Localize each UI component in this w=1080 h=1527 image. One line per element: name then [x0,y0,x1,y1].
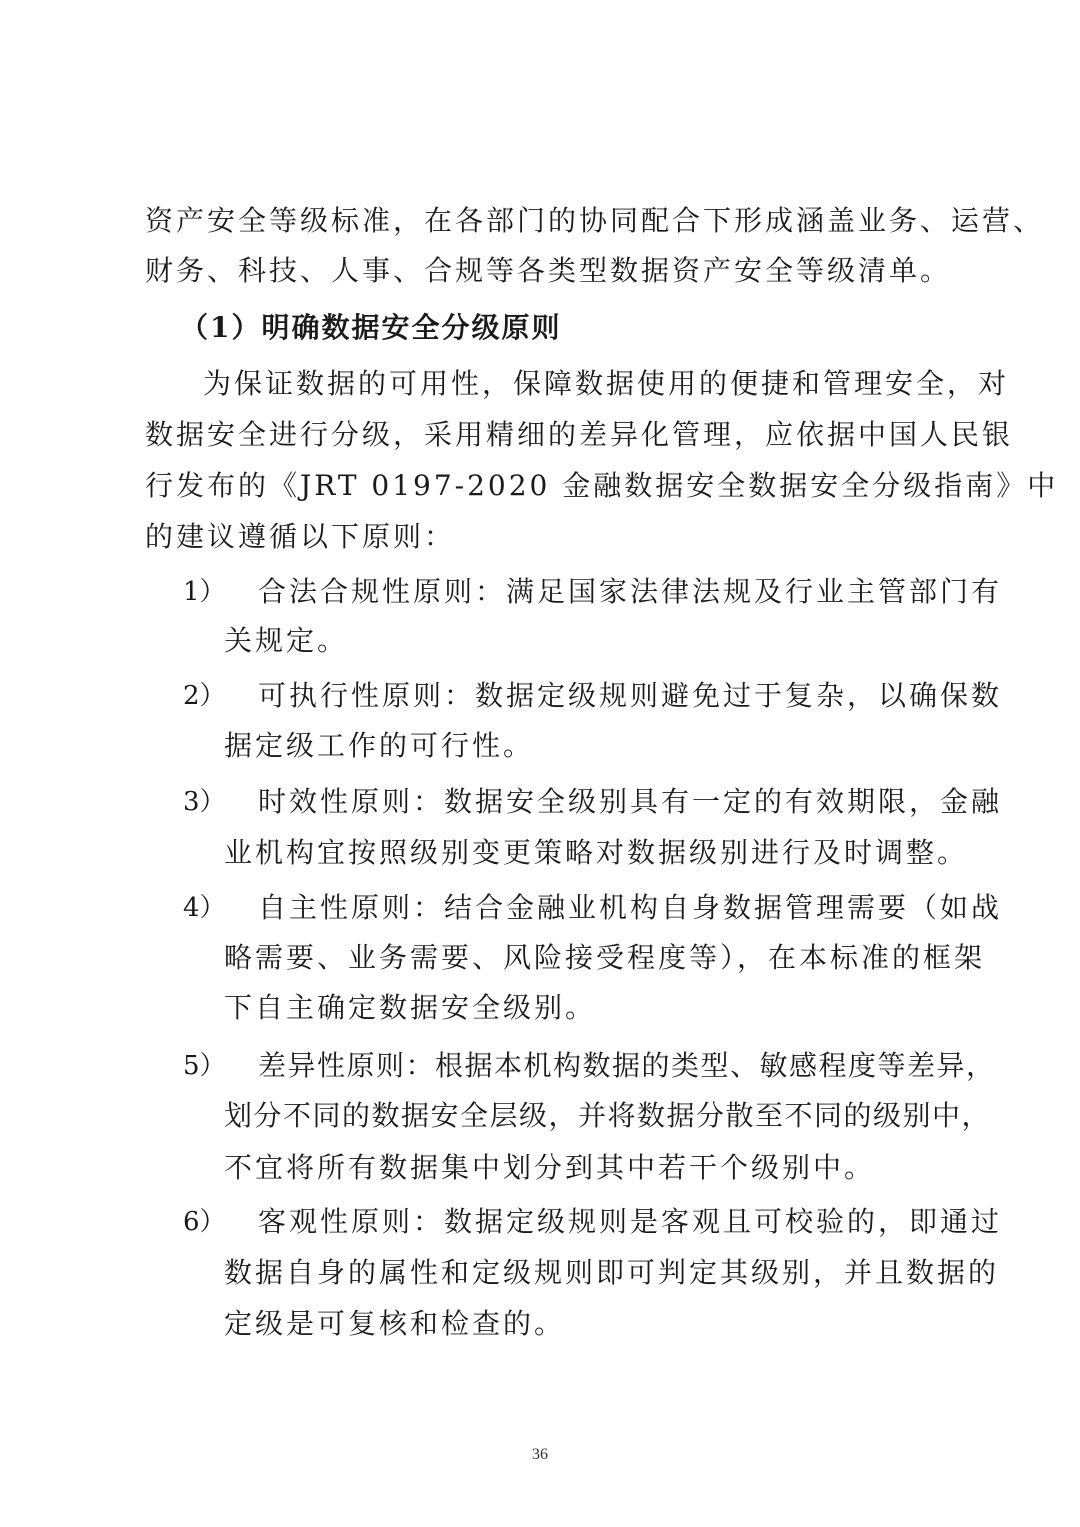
principle-line: 略需要、业务需要、风险接受程度等），在本标准的框架 [224,941,986,974]
page-number: 36 [532,1446,548,1463]
principle-line: 关规定。 [224,624,349,657]
principle-line: 据定级工作的可行性。 [224,729,535,762]
paragraph-line: 数据安全进行分级，采用精细的差异化管理，应依据中国人民银 [145,418,1014,451]
principle-number: 3） [183,787,226,817]
principle-line: 时效性原则：数据安全级别具有一定的有效期限，金融 [258,785,1003,818]
principle-number: 1） [183,577,226,607]
principle-line: 划分不同的数据安全层级，并将数据分散至不同的级别中， [224,1099,992,1132]
principle-line: 定级是可复核和检查的。 [224,1307,566,1340]
paragraph-line: 的建议遵循以下原则： [145,520,456,553]
principle-line: 下自主确定数据安全级别。 [224,991,597,1024]
principle-number: 2） [183,681,226,711]
principle-line: 业机构宜按照级别变更策略对数据级别进行及时调整。 [224,836,969,869]
section-heading: （1）明确数据安全分级原则 [180,311,562,344]
principle-line: 自主性原则：结合金融业机构自身数据管理需要（如战 [258,891,1003,924]
principle-line: 可执行性原则：数据定级规则避免过于复杂，以确保数 [258,679,1003,712]
principle-line: 数据自身的属性和定级规则即可判定其级别，并且数据的 [224,1256,1000,1289]
intro-line: 资产安全等级标准，在各部门的协同配合下形成涵盖业务、运营、 [145,204,1045,237]
principle-line: 差异性原则：根据本机构数据的类型、敏感程度等差异， [258,1049,996,1082]
principle-number: 5） [183,1051,226,1081]
principle-number: 4） [183,893,226,923]
intro-line: 财务、科技、人事、合规等各类型数据资产安全等级清单。 [145,254,952,287]
principle-line: 不宜将所有数据集中划分到其中若干个级别中。 [224,1151,876,1184]
principle-number: 6） [183,1207,226,1237]
paragraph-line: 行发布的《JRT 0197-2020 金融数据安全数据安全分级指南》中 [145,469,1059,502]
principle-line: 客观性原则：数据定级规则是客观且可校验的，即通过 [258,1205,1003,1238]
principle-line: 合法合规性原则：满足国家法律法规及行业主管部门有 [258,575,1003,608]
paragraph-line: 为保证数据的可用性，保障数据使用的便捷和管理安全，对 [203,367,1010,400]
